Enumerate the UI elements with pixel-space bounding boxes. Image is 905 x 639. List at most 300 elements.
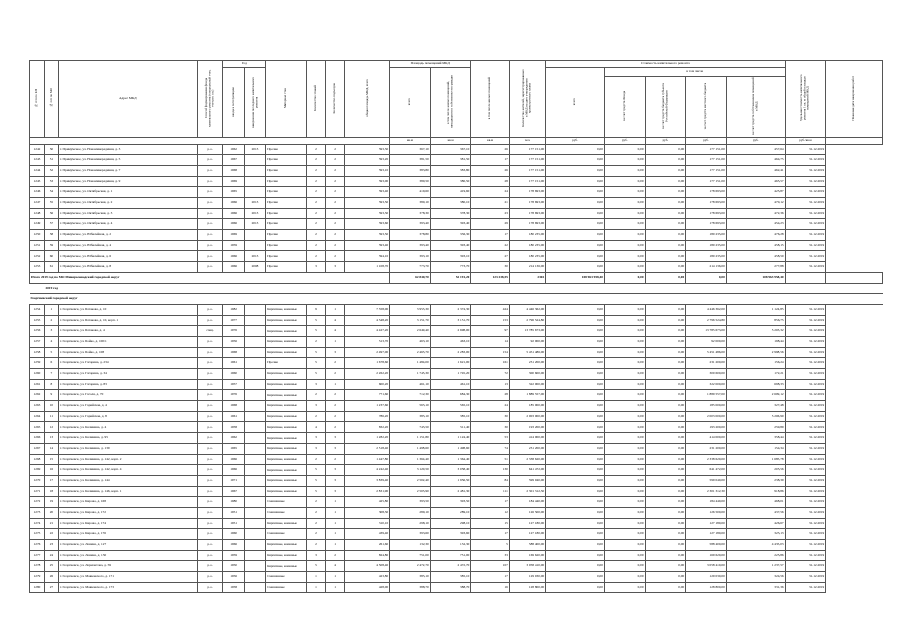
table-cell: Кирпичные, каменные xyxy=(266,369,307,380)
table-cell: 180 235,00 xyxy=(509,240,545,251)
table-cell: 3 xyxy=(306,433,325,444)
table-cell: 31.12.2019 xyxy=(785,486,826,497)
table-cell: 177 151,00 xyxy=(509,165,545,176)
table-cell: 439,40 xyxy=(345,529,390,540)
header-incl: в том числе xyxy=(604,68,785,77)
table-cell: 0,00 xyxy=(645,582,686,593)
table-cell: 15 xyxy=(44,454,58,465)
table-cell: 745,50 xyxy=(390,422,431,433)
table-row xyxy=(30,454,883,465)
table-cell: 2 xyxy=(326,358,345,369)
table-cell: 259,89 xyxy=(726,422,785,433)
table-cell: 128 800,00 xyxy=(509,582,545,593)
table-cell: 0,00 xyxy=(645,358,686,369)
table-cell: 381,50 xyxy=(390,155,431,166)
table-cell: 180 235,00 xyxy=(686,240,727,251)
table-cell: 1 124,85 xyxy=(726,304,785,315)
header-total-area: общая площадь МКД, всего xyxy=(345,61,390,138)
table-cell xyxy=(244,540,265,551)
table-cell xyxy=(244,497,265,508)
table-cell: 2 472,70 xyxy=(430,561,471,572)
table-cell: 9 xyxy=(44,390,58,401)
table-cell: 3 xyxy=(326,465,345,476)
table-cell: 824,80 xyxy=(345,550,390,561)
table-cell: 31.12.2019 xyxy=(785,411,826,422)
table-cell: 2 998,56 xyxy=(726,347,785,358)
table-row xyxy=(30,572,883,583)
table-cell: 0,00 xyxy=(546,518,605,529)
table-cell: 31.12.2019 xyxy=(785,507,826,518)
table-cell: 454,23 xyxy=(726,219,785,230)
table-cell: 1 xyxy=(326,497,345,508)
table-cell: 599 040,00 xyxy=(509,475,545,486)
table-cell: 184 440,00 xyxy=(509,497,545,508)
table-cell: 2 518,40 xyxy=(345,443,390,454)
table-cell: 4 xyxy=(326,315,345,326)
table-cell: р.о. xyxy=(197,572,223,583)
table-cell: 461,10 xyxy=(390,379,431,390)
table-cell: г. Примумское, ул. Юбилейная, д. 8 xyxy=(58,262,197,273)
table-cell xyxy=(244,230,265,241)
table-cell: 5 xyxy=(306,369,325,380)
table-cell xyxy=(244,369,265,380)
table-cell: 1273 xyxy=(30,507,45,518)
table-cell: 5 xyxy=(471,540,509,551)
table-cell xyxy=(244,572,265,583)
table-cell: 2 xyxy=(306,219,325,230)
table-cell: 2 xyxy=(326,176,345,187)
units-row xyxy=(30,137,883,144)
table-cell: 2 xyxy=(326,240,345,251)
table-cell: 1 237,60 xyxy=(345,401,390,412)
table-cell: 0,00 xyxy=(546,572,605,583)
table-cell: 5 xyxy=(306,465,325,476)
table-cell: 511,40 xyxy=(430,422,471,433)
table-cell: 28 xyxy=(471,390,509,401)
total-cell xyxy=(826,272,883,283)
table-row xyxy=(30,165,883,176)
table-cell: 463,10 xyxy=(430,336,471,347)
total-cell xyxy=(785,272,826,283)
table-cell: 2013 xyxy=(244,219,265,230)
table-cell: 4 446 362,00 xyxy=(509,304,545,315)
table-cell: 1265 xyxy=(30,422,45,433)
table-cell: г. Примумское, ул. Юбилейная, д. 4 xyxy=(58,240,197,251)
table-cell: 31.12.2019 xyxy=(785,219,826,230)
table-cell: р.о. xyxy=(197,465,223,476)
table-cell xyxy=(244,529,265,540)
table-cell: 308,30 xyxy=(345,507,390,518)
table-cell xyxy=(244,358,265,369)
table-cell: 0,00 xyxy=(546,358,605,369)
table-cell xyxy=(244,550,265,561)
table-cell: 5 xyxy=(306,315,325,326)
table-cell: 180 235,00 xyxy=(686,230,727,241)
table-cell: 393,60 xyxy=(430,529,471,540)
table-cell: 1951 xyxy=(223,518,244,529)
table-cell: 0,00 xyxy=(604,198,645,209)
table-cell: 419,60 xyxy=(390,187,431,198)
table-cell: Кирпичные, каменные xyxy=(266,443,307,454)
table-cell: 0,00 xyxy=(546,497,605,508)
table-cell: Кирпичные, каменные xyxy=(266,454,307,465)
table-cell: г. Георгиевск, ул. Лермонтова, д. 59 xyxy=(58,561,197,572)
table-cell: 0,00 xyxy=(645,208,686,219)
table-cell: 1 621,00 xyxy=(430,358,471,369)
unit-cell: руб. xyxy=(726,137,785,144)
table-cell: 180 235,00 xyxy=(509,251,545,262)
table-row xyxy=(30,187,883,198)
table-cell: 1264 xyxy=(30,411,45,422)
table-cell: г. Георгиевск, ул. Гоголя, д. 70 xyxy=(58,390,197,401)
table-cell: 154 xyxy=(471,347,509,358)
table-cell: 130 xyxy=(471,465,509,476)
table-cell: 16 xyxy=(471,582,509,593)
table-row xyxy=(30,507,883,518)
table-cell: г. Примумское, ул. Новоминерадиная, д. 3 xyxy=(58,144,197,155)
table-cell: 0,00 xyxy=(546,251,605,262)
table-cell: 1 498,60 xyxy=(430,443,471,454)
table-cell: 641 472,00 xyxy=(686,465,727,476)
table-row xyxy=(30,219,883,230)
table-cell: 2 xyxy=(326,251,345,262)
table-cell: 17 xyxy=(44,475,58,486)
table-cell: 472,36 xyxy=(726,208,785,219)
table-cell: 5 206,90 xyxy=(726,411,785,422)
table-cell: 0,00 xyxy=(546,550,605,561)
table-cell: 51 xyxy=(44,155,58,166)
table-cell: 3 xyxy=(306,443,325,454)
table-cell: 0,00 xyxy=(546,165,605,176)
table-cell: г. Примумское, ул. Октябрьская, д. 2 xyxy=(58,198,197,209)
table-cell: 1259 xyxy=(30,358,45,369)
table-cell: г. Георгиевск, ул. Гагарина, д. 34 xyxy=(58,369,197,380)
table-cell xyxy=(244,379,265,390)
table-cell: Прочие xyxy=(266,230,307,241)
table-cell: 24 xyxy=(471,401,509,412)
table-header xyxy=(30,61,883,145)
table-cell: 424 xyxy=(471,304,509,315)
table-row xyxy=(30,155,883,166)
table-row xyxy=(30,262,883,273)
table-cell: 593,30 xyxy=(345,144,390,155)
table-cell: 178 693,00 xyxy=(686,198,727,209)
table-cell: 2 xyxy=(306,497,325,508)
table-cell: 4 xyxy=(44,336,58,347)
table-cell xyxy=(244,411,265,422)
table-cell: 2013 xyxy=(244,144,265,155)
unit-cell: руб./кв.м xyxy=(785,137,826,144)
header-num-mo: № п/п по МО xyxy=(44,61,58,138)
header-address: Адрес МКД xyxy=(58,61,197,138)
total-cell: 108 963 958,40 xyxy=(726,272,785,283)
table-cell: 31.12.2019 xyxy=(785,358,826,369)
table-cell: 0,00 xyxy=(604,262,645,273)
table-cell: 2 xyxy=(306,518,325,529)
table-cell: 15 xyxy=(471,518,509,529)
table-cell: 0,00 xyxy=(604,165,645,176)
header-unit-cost: Удельная стоимость капитального ремонта 1 кв. м общей площади помещений МКД xyxy=(785,61,826,138)
table-cell: Прочие xyxy=(266,165,307,176)
header-local: за счет средств местного бюджета xyxy=(686,77,727,138)
table-cell: 31.12.2019 xyxy=(785,165,826,176)
table-cell: 0,00 xyxy=(645,251,686,262)
table-cell: 193 200,00 xyxy=(509,422,545,433)
table-cell: спец. xyxy=(197,326,223,337)
table-cell: 1261 xyxy=(30,379,45,390)
table-row xyxy=(30,401,883,412)
table-cell: 289,10 xyxy=(430,507,471,518)
table-cell: 1 237,57 xyxy=(726,561,785,572)
table-cell: 231 200,00 xyxy=(509,443,545,454)
table-cell: 1 124,40 xyxy=(430,433,471,444)
table-cell: 3 xyxy=(44,326,58,337)
table-cell: г. Георгиевск, ул. Кирова, д. 172 xyxy=(58,507,197,518)
table-cell: Прочие xyxy=(266,198,307,209)
table-cell: 23 xyxy=(471,208,509,219)
table-cell xyxy=(244,561,265,572)
table-cell: 1243 xyxy=(30,155,45,166)
table-cell: 2 649,40 xyxy=(390,326,431,337)
table-cell: 0,00 xyxy=(645,475,686,486)
table-cell: 0,00 xyxy=(645,507,686,518)
table-cell: 1957 xyxy=(223,379,244,390)
table-row xyxy=(30,422,883,433)
table-cell: 26 xyxy=(471,165,509,176)
table-cell: 0,00 xyxy=(546,144,605,155)
table-cell: 2 xyxy=(306,540,325,551)
table-cell: 14 xyxy=(471,336,509,347)
table-cell: Смешанные xyxy=(266,507,307,518)
table-cell: 2 xyxy=(306,411,325,422)
summary-block xyxy=(30,272,883,304)
table-cell: 565,10 xyxy=(390,401,431,412)
table-cell: Смешанные xyxy=(266,572,307,583)
table-cell: 127 180,00 xyxy=(509,518,545,529)
table-cell: 5 451 486,00 xyxy=(686,347,727,358)
table-row xyxy=(30,475,883,486)
table-cell: 11 xyxy=(44,411,58,422)
table-cell: 20 xyxy=(44,507,58,518)
table-cell: 31.12.2019 xyxy=(785,582,826,593)
table-cell: 0,00 xyxy=(645,422,686,433)
table-cell: г. Примумское, ул. Новоминерадиная, д. 5 xyxy=(58,155,197,166)
table-row xyxy=(30,176,883,187)
table-cell: 0,00 xyxy=(604,219,645,230)
table-cell: 2 xyxy=(306,240,325,251)
table-cell: р.о. xyxy=(197,443,223,454)
table-cell: 261,60 xyxy=(345,540,390,551)
table-cell: Кирпичные, каменные xyxy=(266,315,307,326)
table-cell: 5 xyxy=(306,358,325,369)
table-cell: 786,20 xyxy=(345,411,390,422)
header-year-built: ввода в эксплуатацию xyxy=(223,68,244,138)
table-cell: 1275 xyxy=(30,529,45,540)
header-residential-area: в том числе жилых помещений xyxy=(471,61,509,138)
table-cell xyxy=(244,336,265,347)
table-cell: 5 xyxy=(306,326,325,337)
table-cell: г. Георгиевск, ул. Батакова, д. 10, корп. 1 xyxy=(58,315,197,326)
table-cell: 1 498,60 xyxy=(390,443,431,454)
table-cell: 31.12.2019 xyxy=(785,176,826,187)
table-row xyxy=(30,326,883,337)
table-cell: р.о. xyxy=(197,454,223,465)
table-cell: 3 953,30 xyxy=(390,304,431,315)
table-cell: 3 151,70 xyxy=(390,315,431,326)
table-cell: г. Георгиевск, ул. Маяковского, д. 173 xyxy=(58,582,197,593)
table-cell: Прочие xyxy=(266,155,307,166)
table-cell: 0,00 xyxy=(546,240,605,251)
table-cell: 1 745,20 xyxy=(430,369,471,380)
table-cell: 177 151,00 xyxy=(686,144,727,155)
table-cell: 1958 xyxy=(223,582,244,593)
table-cell: 832,20 xyxy=(345,422,390,433)
table-cell: 17 xyxy=(471,497,509,508)
table-cell: 30 xyxy=(471,262,509,273)
table-cell: 0,00 xyxy=(645,572,686,583)
table-cell: 0,00 xyxy=(546,304,605,315)
table-cell: 322 000,00 xyxy=(509,379,545,390)
table-cell: 593,40 xyxy=(345,240,390,251)
table-cell: 225,86 xyxy=(726,550,785,561)
table-cell xyxy=(244,347,265,358)
table-cell: г. Георгиевск, ул. Кирова, д. 168 xyxy=(58,497,197,508)
table-cell: 300 600,00 xyxy=(509,369,545,380)
table-cell: 1276 xyxy=(30,540,45,551)
table-cell: 0,00 xyxy=(645,347,686,358)
table-cell: 31.12.2019 xyxy=(785,550,826,561)
table-cell: 324,56 xyxy=(726,572,785,583)
table-cell: р.о. xyxy=(197,240,223,251)
table-cell: 385,10 xyxy=(390,411,431,422)
table-cell: 393,40 xyxy=(390,219,431,230)
table-cell: 180 235,00 xyxy=(686,251,727,262)
table-cell: 331,36 xyxy=(726,582,785,593)
table-cell: 289,10 xyxy=(390,507,431,518)
table-cell: 0,00 xyxy=(645,176,686,187)
table-cell: 0,00 xyxy=(604,561,645,572)
table-cell: Смешанные xyxy=(266,497,307,508)
table-cell: 8 xyxy=(44,379,58,390)
table-cell: 2 338 620,00 xyxy=(686,454,727,465)
table-cell: 1254 xyxy=(30,304,45,315)
table-cell: 0,00 xyxy=(604,240,645,251)
table-cell: 461,10 xyxy=(430,379,471,390)
table-cell: 1262 xyxy=(30,390,45,401)
table-cell: 13 xyxy=(471,379,509,390)
table-cell xyxy=(244,475,265,486)
table-cell: 463,10 xyxy=(390,336,431,347)
table-row xyxy=(30,230,883,241)
table-cell: 3 xyxy=(326,486,345,497)
table-cell: 2 xyxy=(306,230,325,241)
capital-repair-register-table xyxy=(29,60,883,593)
table-cell: 426,67 xyxy=(726,518,785,529)
table-cell: Прочие xyxy=(266,176,307,187)
table-cell: 31.12.2019 xyxy=(785,208,826,219)
table-cell: 458,15 xyxy=(726,240,785,251)
table-cell: 0,00 xyxy=(604,369,645,380)
table-cell: Прочие xyxy=(266,262,307,273)
table-cell: 1968 xyxy=(223,165,244,176)
table-cell: 393,40 xyxy=(430,219,471,230)
table-cell: 2 xyxy=(326,155,345,166)
table-cell: 0,00 xyxy=(604,582,645,593)
table-cell: 3 120,50 xyxy=(390,465,431,476)
table-cell: 177 151,00 xyxy=(509,176,545,187)
table-cell: 0,00 xyxy=(546,230,605,241)
table-cell: 1977 xyxy=(223,315,244,326)
table-cell: 2 xyxy=(326,369,345,380)
table-cell: 31.12.2019 xyxy=(785,540,826,551)
table-row xyxy=(30,497,883,508)
table-cell: 0,00 xyxy=(645,390,686,401)
header-owners: за счет средств собственников помещений в МКД xyxy=(726,77,785,138)
table-cell: р.о. xyxy=(197,529,223,540)
table-cell: 1 282,20 xyxy=(345,433,390,444)
table-cell: 74 xyxy=(471,443,509,454)
table-cell: 298,10 xyxy=(390,518,431,529)
table-cell: г. Георгиевск, ул. Калинина, д. 144 xyxy=(58,475,197,486)
table-cell: 1 151,80 xyxy=(390,433,431,444)
header-area-group: Площадь помещений МКД xyxy=(390,61,471,68)
table-cell: 641 472,00 xyxy=(509,465,545,476)
table-cell: г. Георгиевск, ул. Калинина, д. 95 xyxy=(58,433,197,444)
table-cell: 177 151,00 xyxy=(509,144,545,155)
table-cell: 4 xyxy=(306,422,325,433)
table-cell: 593,40 xyxy=(345,187,390,198)
unit-cell: кв.м xyxy=(430,137,471,144)
table-cell: 0,00 xyxy=(645,529,686,540)
table-cell: г. Георгиевск, ул. Бойко, д. 100/1 xyxy=(58,336,197,347)
table-cell: 1966 xyxy=(223,465,244,476)
table-cell: 31.12.2019 xyxy=(785,240,826,251)
table-cell xyxy=(244,176,265,187)
table-cell: 1278 xyxy=(30,561,45,572)
header-area-private: в том числе жилых помещений, находящихся в собственности граждан xyxy=(430,68,471,138)
table-cell: 322 000,00 xyxy=(686,379,727,390)
table-cell: 2 xyxy=(44,315,58,326)
table-cell xyxy=(244,155,265,166)
table-cell: 1 364,40 xyxy=(430,454,471,465)
table-cell: 1969 xyxy=(223,230,244,241)
table-cell: 0,00 xyxy=(546,401,605,412)
table-cell: 3 xyxy=(306,262,325,273)
table-cell: 31.12.2019 xyxy=(785,262,826,273)
table-cell: 0,00 xyxy=(645,561,686,572)
table-cell xyxy=(244,240,265,251)
table-cell: 1277 xyxy=(30,550,45,561)
table-cell xyxy=(244,422,265,433)
header-regional: за счет средств бюджета субъекта Российской Федерации xyxy=(645,77,686,138)
table-cell: 1966 xyxy=(223,540,244,551)
total-label: Итого 2019 год по МО Минераловодский городской округ xyxy=(30,272,390,283)
table-cell: 393,40 xyxy=(390,240,431,251)
table-cell: 1 xyxy=(306,582,325,593)
table-cell: 1266 xyxy=(30,433,45,444)
table-cell: 172,21 xyxy=(726,369,785,380)
table-cell: 177 151,00 xyxy=(686,165,727,176)
table-row xyxy=(30,550,883,561)
table-cell: 425,87 xyxy=(726,187,785,198)
year-label: 2019 год xyxy=(30,283,883,294)
table-cell: 7 358,00 xyxy=(345,304,390,315)
table-cell: 31.12.2019 xyxy=(785,347,826,358)
total-cell: 108 963 958,40 xyxy=(546,272,605,283)
table-cell: р.о. xyxy=(197,561,223,572)
table-cell: 1968 xyxy=(223,347,244,358)
table-cell: 2 xyxy=(326,165,345,176)
